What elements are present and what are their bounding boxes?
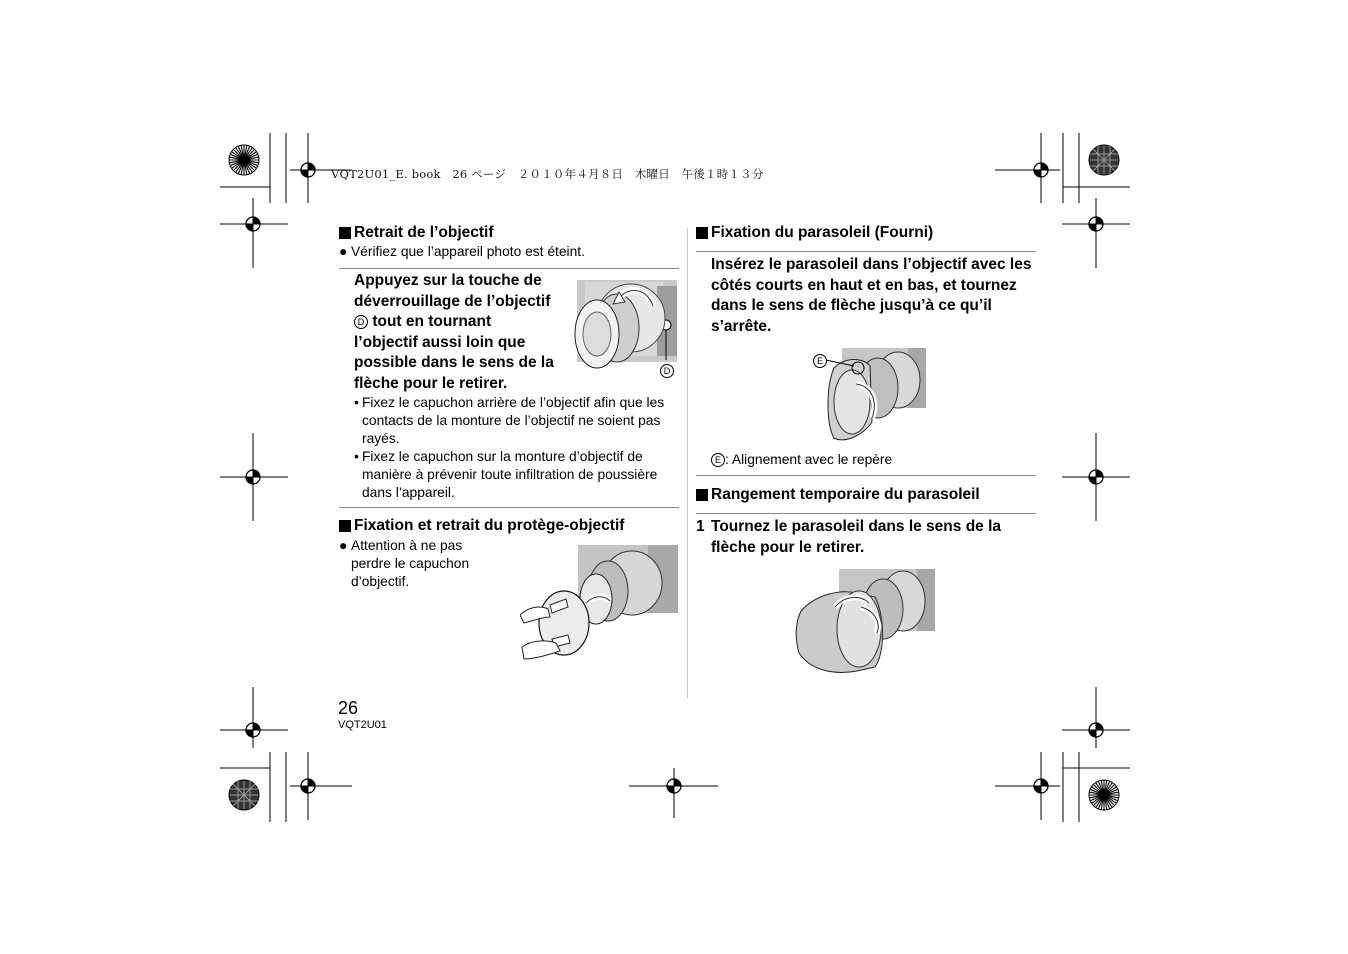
divider bbox=[696, 475, 1036, 476]
note-item: • Fixez le capuchon arrière de l’objectif afin que les contacts de la monture de l’objectif ne soient pas rayés. bbox=[354, 395, 665, 446]
page-number: 26 bbox=[338, 698, 359, 718]
check-item: ● Attention à ne pas perdre le capuchon d’objectif. bbox=[339, 538, 470, 589]
marker-d-icon: D bbox=[354, 315, 368, 329]
square-bullet-icon bbox=[696, 227, 708, 239]
square-bullet-icon bbox=[339, 520, 351, 532]
section-title-retrait: Retrait de l’objectif bbox=[339, 224, 494, 242]
column-divider bbox=[687, 228, 688, 698]
step-number: 1 bbox=[696, 518, 705, 535]
bullet-dot-icon: ● bbox=[339, 244, 348, 259]
square-bullet-icon bbox=[696, 489, 708, 501]
model-code: VQT2U01 bbox=[338, 719, 387, 731]
section-title-protege: Fixation et retrait du protège-objectif bbox=[339, 517, 624, 535]
section-title-rangement: Rangement temporaire du parasoleil bbox=[696, 486, 980, 504]
image-marker-d: D bbox=[660, 362, 674, 380]
hood-attach-illustration bbox=[812, 346, 928, 446]
divider bbox=[696, 251, 1036, 252]
marker-e-icon: E bbox=[711, 453, 725, 467]
bullet-dot-icon: ● bbox=[339, 538, 348, 553]
step-instruction: Tournez le parasoleil dans le sens de la flèche pour le retirer. bbox=[711, 518, 1002, 556]
note-item: • Fixez le capuchon sur la monture d’objectif de manière à prévenir toute infiltration de poussière dans l’appareil. bbox=[354, 449, 658, 500]
step-instruction: Insérez le parasoleil dans l’objectif avec les côtés courts en haut et en bas, et tournez dans le sens de flèche jusqu’à ce qu’il s’arrête. bbox=[711, 256, 1032, 335]
check-item: ● Vérifiez que l’appareil photo est éteint. bbox=[339, 244, 585, 259]
caption: E : Alignement avec le repère bbox=[711, 451, 892, 469]
image-marker-e: E bbox=[813, 352, 827, 370]
notes-list bbox=[354, 394, 679, 502]
file-info-header: VQT2U01_E. book 26 ページ ２０１０年４月８日 木曜日 午後１時１３分 bbox=[331, 167, 764, 181]
step-instruction: Appuyez sur la touche de déverrouillage de l’objectif D tout en tournant l’objectif aussi loin que possible dans le sens de la flèche pour le retirer. bbox=[354, 272, 554, 392]
section-title-fixation: Fixation du parasoleil (Fourni) bbox=[696, 224, 933, 242]
divider bbox=[696, 513, 1036, 514]
lens-cap-illustration bbox=[520, 543, 680, 667]
hood-storage-illustration bbox=[795, 567, 937, 675]
divider bbox=[339, 268, 679, 269]
square-bullet-icon bbox=[339, 227, 351, 239]
divider bbox=[339, 507, 679, 508]
